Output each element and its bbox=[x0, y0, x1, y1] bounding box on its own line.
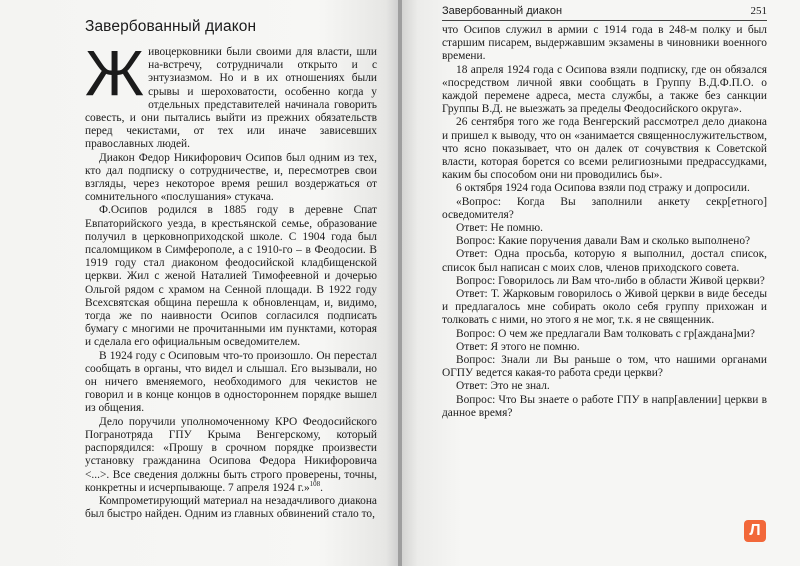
paragraph: Дело поручили уполномоченному КРО Феодосийского Погранотряда ГПУ Крыма Венгерскому, который распорядился: «Прошу в срочном порядке произвести установку гражданина Осипова Федора Никифоровича <...>. Все сведения должны быть строго проверены, точны, конкретны и исчерпывающе. 7 апреля 1924 г.»$^{108}$. bbox=[85, 415, 377, 494]
paragraph: Ф.Осипов родился в 1885 году в деревне Спат Евпаторийского уезда, в крестьянской семье, образование получил в церковноприходской школе. С 1904 года был псаломщиком в Симферополе, а с 1910-го – в Феодосии. В 1919 году стал диаконом феодосийской кладбищенской церкви. Жил с женой Наталией Тимофеевной и дочерью Ольгой рядом с храмом на Сенной площади. В 1922 году Всехсвятская община перешла к обновленцам, и, видимо, тогда же по наивности Осипов согласился подписать бумагу с многими не прочитанными им пунктами, которая и сделала его официальным осведомителем. bbox=[85, 204, 377, 349]
left-page bbox=[0, 0, 398, 566]
paragraph: Ответ: Я этого не помню. bbox=[456, 340, 580, 353]
running-title: Завербованный диакон bbox=[442, 5, 563, 17]
paragraph: Ответ: Это не знал. bbox=[456, 380, 550, 393]
paragraph: Ответ: Одна просьба, которую я выполнил, достал список, список был написан с моих слов, членов приходского совета. bbox=[442, 248, 767, 274]
paragraph: что Осипов служил в армии с 1914 года в 248-м полку и был старшим писарем, выдержавшим экзамены в чиновники военного времени. bbox=[442, 24, 767, 63]
paragraph: Компрометирующий материал на незадачливого диакона был быстро найден. Одним из главных обвинений стало то, bbox=[85, 494, 377, 521]
paragraph: Вопрос: Что Вы знаете о работе ГПУ в напр[авлении] церкви в данное время? bbox=[442, 393, 767, 419]
paragraph: Ответ: Не помню. bbox=[456, 222, 543, 235]
publisher-logo-icon bbox=[744, 520, 766, 542]
drop-cap: Ж bbox=[85, 37, 145, 109]
paragraph-text: Дело поручили уполномоченному КРО Феодосийского Погранотряда ГПУ Крыма Венгерскому, который распорядился: «Прошу в срочном порядке произвести установку гражданина Осипова Федора Никифоровича <...>. Все сведения должны быть строго проверены, точны, конкретны и исчерпывающе. 7 апреля 1924 г.» bbox=[85, 415, 377, 494]
paragraph: Вопрос: О чем же предлагали Вам толковать с гр[аждана]ми? bbox=[456, 327, 755, 340]
paragraph: В 1924 году с Осиповым что-то произошло. Он перестал сообщать в органы, что видел и слышал. Его вызывали, но он ничего вменяемого, необходимого для чекистов не говорил и в конце концов в одностороннем порядке вышел из общения. bbox=[85, 349, 377, 415]
right-page bbox=[402, 0, 800, 566]
paragraph: Диакон Федор Никифорович Осипов был одним из тех, кто дал подписку о сотрудничестве, и, пересмотрев свои взгляды, через некоторое время решил воздержаться от сомнительного «послушания» стукача. bbox=[85, 151, 377, 204]
paragraph bbox=[85, 37, 377, 152]
paragraph: Ответ: Т. Жарковым говорилось о Живой церкви в виде беседы и предлагалось мне собирать около себя группу прихожан и толковать с ними, но этого я не мог, т.к. я не священник. bbox=[442, 288, 767, 327]
chapter-title: Завербованный диакон bbox=[85, 18, 257, 35]
footnote-ref: 108 bbox=[309, 479, 321, 488]
left-page-content bbox=[85, 18, 377, 521]
running-head bbox=[442, 4, 767, 21]
paragraph: Вопрос: Говорилось ли Вам что-либо в области Живой церкви? bbox=[456, 274, 765, 287]
paragraph: Вопрос: Знали ли Вы раньше о том, что нашими органами ОГПУ ведется какая-то работа среди церкви? bbox=[442, 354, 767, 380]
paragraph: 26 сентября того же года Венгерский рассмотрел дело диакона и пришел к выводу, что он «занимается священнослужительством, что ясно показывает, что он далек от сочувствия к Советской власти, которая борется со всеми религиозными предрассудками, каким бы способом они ни проводились бы». bbox=[442, 116, 767, 182]
paragraph: Вопрос: Какие поручения давали Вам и сколько выполнено? bbox=[456, 235, 751, 248]
logo-letter: Л bbox=[749, 522, 761, 539]
page-number: 251 bbox=[750, 5, 767, 17]
right-page-content bbox=[442, 24, 767, 420]
paragraph-text: ивоцерковники были своими для власти, шли на-встречу, сотрудничали открыто и с энтузиазмом. Но и в их отношениях были срывы и шероховатости, особенно когда у отдельных представителей начинала говорить совесть, и они пытались выйти из прежних обязательств перед чекистами, от тех или иначе зависевших православных людей. bbox=[85, 46, 377, 151]
paragraph: 18 апреля 1924 года с Осипова взяли подписку, где он обязался «посредством личной явки сообщать в Группу В.Д.Ф.П.О. о каждой перемене адреса, места службы, а также без санкции Группы В.Д. не выезжать за пределы Феодосийского округа». bbox=[442, 63, 767, 116]
paragraph: «Вопрос: Когда Вы заполнили анкету секр[етного] осведомителя? bbox=[442, 195, 767, 221]
paragraph: 6 октября 1924 года Осипова взяли под стражу и допросили. bbox=[456, 182, 750, 195]
